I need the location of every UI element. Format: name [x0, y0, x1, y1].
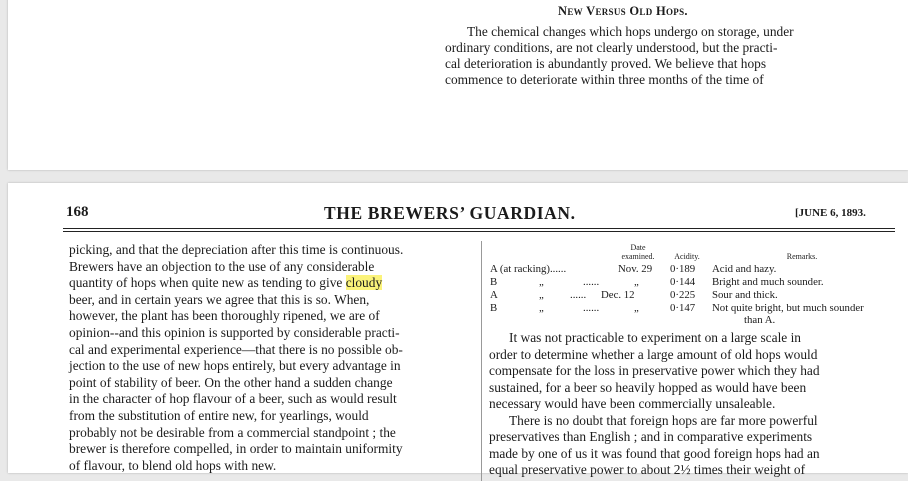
text-line: necessary would have been commercially unsaleable.: [489, 396, 776, 411]
page-number: 168: [66, 204, 89, 220]
column-rule: [481, 241, 482, 481]
page-bottom: [8, 183, 908, 477]
acidity-cell: 0·144: [670, 276, 696, 288]
header-text: examined.: [621, 251, 655, 261]
journal-title: THE BREWERS’ GUARDIAN.: [324, 203, 576, 223]
sample-cell: B: [490, 302, 498, 314]
left-column: [69, 242, 473, 474]
text-line: cal and experimental experience—that there is no possible ob-: [69, 341, 403, 357]
issue-date: [JUNE 6, 1893.: [795, 207, 866, 219]
acidity-cell: 0·189: [670, 263, 696, 275]
text-line: jection to the use of new hops entirely, but every advantage in: [69, 358, 401, 374]
text-line: beer, and in certain years we agree that this is so. When,: [69, 291, 370, 307]
date-cell: Nov. 29: [618, 263, 653, 275]
sample-cell: A: [490, 289, 498, 301]
text-line: cal deterioration is abundantly proved. We believe that hops: [445, 56, 767, 71]
table-row-continuation: [490, 314, 900, 327]
text-line: equal preservative power to about 2½ times their weight of: [489, 462, 806, 477]
text-line: from the substitution of entire new, for yearlings, would: [69, 407, 369, 423]
text-line: point of stability of beer. On the other hand a sudden change: [69, 374, 393, 390]
ditto-cell: „: [539, 302, 544, 314]
text-line: opinion--and this opinion is supported by considerable practi-: [69, 324, 400, 340]
text-line: probably not be desirable from a commercial standpoint ; the: [69, 424, 396, 440]
running-head: [8, 203, 908, 225]
top-paragraph: [445, 24, 850, 88]
dots-cell: ......: [583, 276, 600, 288]
right-column: [489, 330, 895, 479]
text-line: There is no doubt that foreign hops are far more powerful: [509, 412, 818, 428]
text-fragment: quantity of hops when quite new as tending to give: [69, 275, 346, 291]
table-row: [490, 276, 900, 289]
date-ditto-cell: „: [634, 302, 639, 314]
table-header-remarks: Remarks.: [786, 252, 818, 261]
remarks-cell: Acid and hazy.: [712, 263, 777, 275]
header-text: Date: [630, 243, 646, 252]
text-line: compensate for the loss in preservative power which they had: [489, 363, 820, 378]
date-cell: Dec. 12: [601, 289, 635, 301]
page-top: [8, 0, 908, 170]
text-line: The chemical changes which hops undergo on storage, under: [467, 24, 794, 39]
text-line: however, the plant has been thoroughly ripened, we are of: [69, 308, 380, 324]
text-line: Brewers have an objection to the use of any considerable: [69, 258, 375, 274]
table-header-date: [610, 244, 666, 261]
highlighted-word[interactable]: cloudy: [345, 275, 383, 291]
text-line: in the character of hop flavour of a beer, such as would result: [69, 391, 397, 407]
text-line: [69, 275, 473, 292]
date-ditto-cell: „: [634, 276, 639, 288]
acidity-cell: 0·147: [670, 302, 696, 314]
remarks-cell: than A.: [744, 314, 776, 326]
text-line: commence to deteriorate within three months of the time of: [445, 72, 764, 87]
table-header-acidity: Acidity.: [674, 252, 700, 261]
sample-cell: A (at racking)......: [490, 263, 567, 275]
text-line: ordinary conditions, are not clearly understood, but the practi-: [445, 40, 778, 55]
ditto-cell: „: [539, 276, 544, 288]
table-row: [490, 289, 900, 302]
acidity-cell: 0·225: [670, 289, 696, 301]
text-line: picking, and that the depreciation after this time is continuous.: [69, 242, 404, 257]
section-heading: New Versus Old Hops.: [558, 4, 688, 18]
remarks-cell: Not quite bright, but much sounder: [712, 302, 864, 314]
header-rule: [63, 228, 895, 229]
text-line: made by one of us it was found that good foreign hops had an: [489, 445, 820, 461]
remarks-cell: Bright and much sounder.: [712, 276, 824, 288]
text-line: preservatives than English ; and in comparative experiments: [489, 429, 813, 444]
remarks-cell: Sour and thick.: [712, 289, 778, 301]
text-line: It was not practicable to experiment on a large scale in: [509, 330, 801, 345]
table-row: [490, 263, 900, 276]
text-line: brewer is therefore compelled, in order to maintain uniformity: [69, 441, 403, 457]
text-line: order to determine whether a large amount of old hops would: [489, 346, 818, 362]
ditto-cell: „: [539, 289, 544, 301]
text-line: sustained, for a beer so heavily hopped as would have been: [489, 379, 807, 395]
dots-cell: ......: [583, 302, 600, 314]
header-rule: [63, 231, 895, 232]
text-line: of flavour, to blend old hops with new.: [69, 457, 277, 473]
sample-cell: B: [490, 276, 498, 288]
dots-cell: ......: [570, 289, 587, 301]
